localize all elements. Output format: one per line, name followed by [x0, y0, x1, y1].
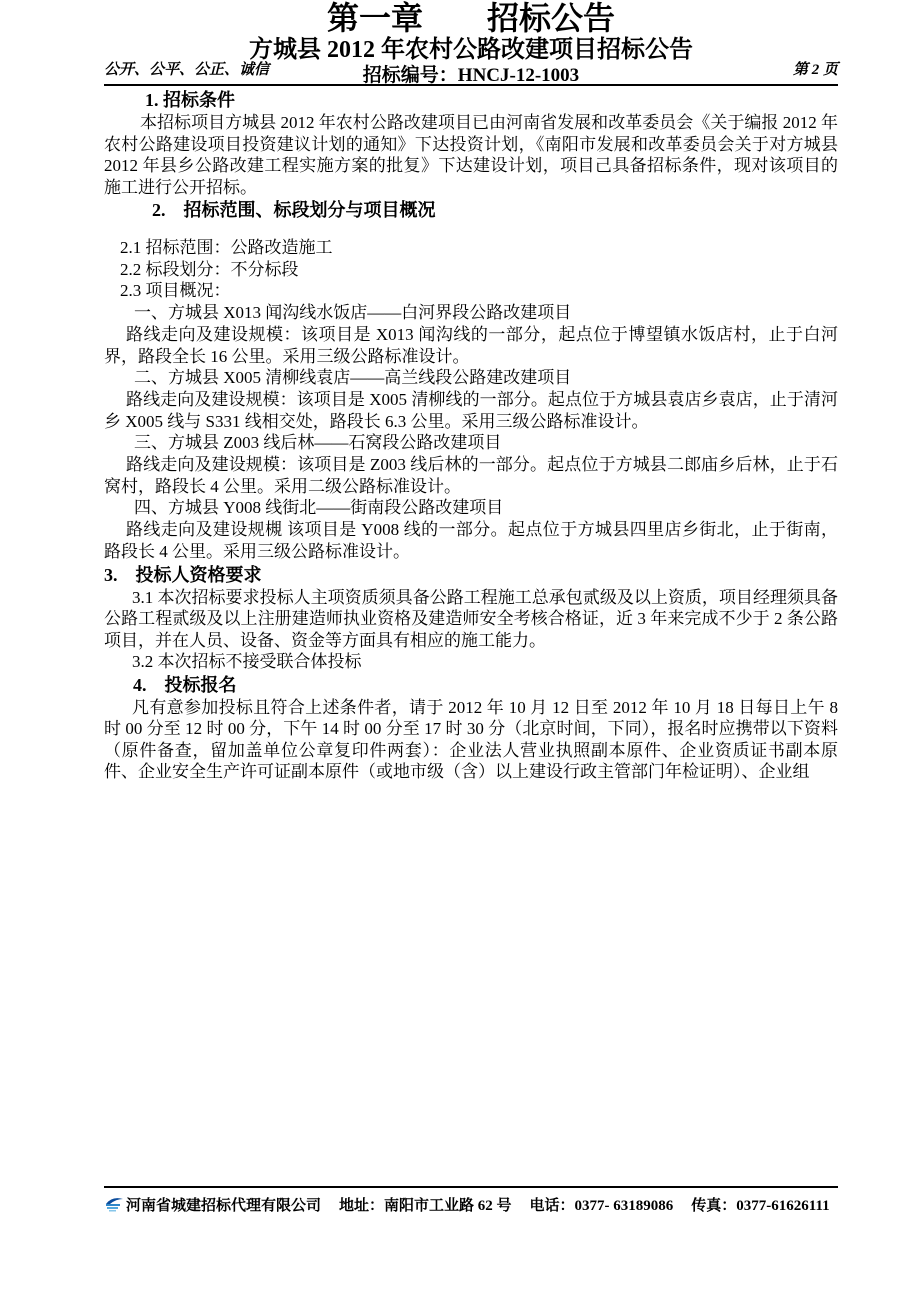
tender-number: 招标编号：HNCJ-12-1003 [362, 65, 580, 86]
footer-company: 河南省城建招标代理有限公司 [126, 1198, 322, 1214]
section-1-body: 本招标项目方城县 2012 年农村公路改建项目已由河南省发展和改革委员会《关于编报 2012 年农村公路建设项目投资建议计划的通知》下达投资计划，《南阳市发展和改革委员会关于对方城县 2012 年县乡公路改建工程实施方案的批复》下达建设计划，项目己具备招标条件，现对该项目的施工进行公开招标。 [104, 113, 838, 197]
page-footer [104, 1186, 838, 1215]
scope-item: 2.1 招标范围：公路改造施工 [120, 238, 333, 257]
project-3-desc: 路线走向及建设规模：该项目是 Z003 线后林的一部分。起点位于方城县二郎庙乡后林，止于石窝村，路段长 4 公里。采用二级公路标准设计。 [104, 455, 838, 496]
company-logo-icon [104, 1197, 124, 1213]
section-4-body: 凡有意参加投标且符合上述条件者，请于 2012 年 10 月 12 日至 2012 年 10 月 18 日每日上午 8 时 00 分至 12 时 00 分，下午 14 时 00 分至 17 时 30 分（北京时间，下同），报名时应携带以下资料（原件备查，留加盖单位公章复印件两套）：企业法人营业执照副本原件、企业资质证书副本原件、企业安全生产许可证副本原件（或地市级（含）以上建设行政主管部门年检证明）、企业组 [104, 697, 838, 782]
footer-phone: 电话：0377- 63189086 [529, 1198, 674, 1214]
division-item: 2.2 标段划分：不分标段 [120, 259, 299, 279]
section-3-paragraph-2: 3.2 本次招标不接受联合体投标 [132, 652, 362, 672]
footer-address: 地址：南阳市工业路 62 号 [339, 1198, 512, 1214]
project-2-desc: 路线走向及建设规模：该项目是 X005 清柳线的一部分。起点位于方城县袁店乡袁店，止于清河乡 X005 线与 S331 线相交处，路段长 6.3 公里。采用三级公路标准设计。 [104, 389, 838, 431]
project-3-name: 三、方城县 Z003 线后林——石窝段公路改建项目 [134, 433, 502, 453]
section-3-heading: 3. 投标人资格要求 [104, 564, 262, 585]
page-number: 第 2 页 [792, 62, 838, 78]
chapter-title: 第一章 招标公告 [326, 0, 615, 36]
project-4-desc: 路线走向及建设规槻 该项目是 Y008 线的一部分。起点位于方城县四里店乡街北，止于街南，路段长 4 公里。采用三级公路标准设计。 [104, 520, 838, 561]
project-1-desc: 路线走向及建设规模：该项目是 X013 闻沟线的一部分，起点位于博望镇水饭店村，止于白河界，路段全长 16 公里。采用三级公路标准设计。 [104, 324, 838, 366]
overview-label: 2.3 项目概况： [120, 281, 231, 301]
section-3-paragraph-1: 3.1 本次招标要求投标人主项资质须具备公路工程施工总承包贰级及以上资质，项目经理须具备公路工程贰级及以上注册建造师执业资格及建造师安全考核合格证，近 3 年来完成不少于 2 条公路项目，并在人员、设备、资金等方面具有相应的施工能力。 [104, 587, 838, 650]
project-4-name: 四、方城县 Y008 线街北——街南段公路改建项目 [134, 498, 504, 518]
section-2-heading: 2. 招标范围、标段划分与项目概况 [152, 200, 436, 220]
document-page [104, 0, 838, 783]
notice-title: 方城县 2012 年农村公路改建项目招标公告 [249, 37, 693, 63]
project-2-name: 二、方城县 X005 清柳线袁店——高兰线段公路建改建项目 [134, 368, 572, 388]
header-motto: 公开、公平、公正、诚信 [104, 62, 270, 78]
footer-fax: 传真：0377-61626111 [691, 1198, 830, 1214]
project-1-name: 一、方城县 X013 闻沟线水饭店——白河界段公路改建项目 [134, 303, 572, 323]
section-1-heading: 1. 招标条件 [145, 90, 235, 110]
section-4-heading: 4. 投标报名 [133, 674, 237, 695]
section-2-list [104, 237, 838, 563]
